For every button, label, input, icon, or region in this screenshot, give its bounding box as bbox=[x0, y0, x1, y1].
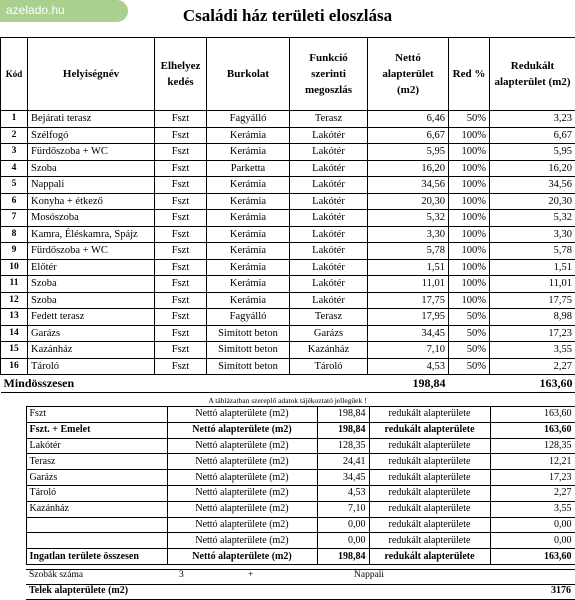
summary-net-value: 128,35 bbox=[317, 438, 369, 454]
room-name: Szoba bbox=[28, 160, 155, 177]
summary-label bbox=[26, 517, 167, 533]
room-row bbox=[1, 276, 575, 293]
room-net-area: 7,10 bbox=[368, 342, 449, 359]
summary-spacer bbox=[0, 407, 26, 423]
room-function: Lakótér bbox=[290, 243, 368, 260]
rooms-count-row bbox=[26, 569, 575, 583]
summary-label: Fszt bbox=[26, 407, 167, 423]
summary-reduced-value: 163,60 bbox=[490, 549, 575, 565]
room-floor: Kerámia bbox=[207, 276, 290, 293]
room-red-percent: 100% bbox=[449, 210, 490, 227]
summary-net-label: Nettó alapterülete (m2) bbox=[167, 470, 317, 486]
room-location: Fszt bbox=[155, 160, 207, 177]
total-spacer bbox=[449, 375, 490, 393]
room-location: Fszt bbox=[155, 243, 207, 260]
room-net-area: 3,30 bbox=[368, 226, 449, 243]
room-name: Bejárati terasz bbox=[28, 111, 155, 128]
room-reduced-area: 8,98 bbox=[490, 309, 575, 326]
room-red-percent: 100% bbox=[449, 160, 490, 177]
summary-net-label: Nettó alapterülete (m2) bbox=[167, 438, 317, 454]
room-name: Szoba bbox=[28, 276, 155, 293]
summary-reduced-value: 0,00 bbox=[490, 533, 575, 549]
room-net-area: 5,78 bbox=[368, 243, 449, 260]
room-net-area: 5,95 bbox=[368, 144, 449, 161]
summary-label: Garázs bbox=[26, 470, 167, 486]
room-floor: Fagyálló bbox=[207, 111, 290, 128]
room-row bbox=[1, 111, 575, 128]
summary-reduced-label: redukált alapterülete bbox=[369, 517, 490, 533]
room-code: 10 bbox=[1, 259, 28, 276]
room-floor: Kerámia bbox=[207, 177, 290, 194]
room-floor: Kerámia bbox=[207, 144, 290, 161]
room-code: 7 bbox=[1, 210, 28, 227]
room-location: Fszt bbox=[155, 210, 207, 227]
room-net-area: 11,01 bbox=[368, 276, 449, 293]
room-floor: Kerámia bbox=[207, 127, 290, 144]
room-row bbox=[1, 177, 575, 194]
room-name: Fedett terasz bbox=[28, 309, 155, 326]
summary-net-value: 198,84 bbox=[317, 407, 369, 423]
summary-reduced-label: redukált alapterülete bbox=[369, 470, 490, 486]
room-name: Kazánház bbox=[28, 342, 155, 359]
room-code: 12 bbox=[1, 292, 28, 309]
room-row bbox=[1, 160, 575, 177]
summary-spacer bbox=[0, 454, 26, 470]
room-red-percent: 100% bbox=[449, 226, 490, 243]
room-reduced-area: 17,75 bbox=[490, 292, 575, 309]
room-location: Fszt bbox=[155, 309, 207, 326]
room-name: Konyha + étkező bbox=[28, 193, 155, 210]
summary-net-value: 198,84 bbox=[317, 549, 369, 565]
room-code: 3 bbox=[1, 144, 28, 161]
room-name: Szélfogó bbox=[28, 127, 155, 144]
room-location: Fszt bbox=[155, 259, 207, 276]
summary-row bbox=[0, 485, 575, 501]
room-reduced-area: 5,78 bbox=[490, 243, 575, 260]
summary-reduced-label: redukált alapterülete bbox=[369, 454, 490, 470]
room-code: 15 bbox=[1, 342, 28, 359]
room-location: Fszt bbox=[155, 342, 207, 359]
room-floor: Simított beton bbox=[207, 325, 290, 342]
room-red-percent: 100% bbox=[449, 144, 490, 161]
room-floor: Simított beton bbox=[207, 342, 290, 359]
room-code: 13 bbox=[1, 309, 28, 326]
summary-reduced-value: 17,23 bbox=[490, 470, 575, 486]
room-net-area: 34,45 bbox=[368, 325, 449, 342]
summary-spacer bbox=[0, 470, 26, 486]
summary-net-label: Nettó alapterülete (m2) bbox=[167, 501, 317, 517]
summary-reduced-value: 12,21 bbox=[490, 454, 575, 470]
room-floor: Kerámia bbox=[207, 292, 290, 309]
room-row bbox=[1, 292, 575, 309]
room-red-percent: 100% bbox=[449, 243, 490, 260]
room-function: Lakótér bbox=[290, 259, 368, 276]
summary-net-value: 24,41 bbox=[317, 454, 369, 470]
room-location: Fszt bbox=[155, 325, 207, 342]
summary-label: Lakótér bbox=[26, 438, 167, 454]
room-row bbox=[1, 358, 575, 375]
room-code: 8 bbox=[1, 226, 28, 243]
disclaimer-note: A táblázatban szereplő adatok tájékoztató jellegűek ! bbox=[208, 396, 367, 405]
room-row bbox=[1, 210, 575, 227]
room-net-area: 6,67 bbox=[368, 127, 449, 144]
total-reduced: 163,60 bbox=[490, 375, 575, 393]
room-floor: Simított beton bbox=[207, 358, 290, 375]
summary-net-label: Nettó alapterülete (m2) bbox=[167, 549, 317, 565]
room-location: Fszt bbox=[155, 292, 207, 309]
room-net-area: 17,75 bbox=[368, 292, 449, 309]
summary-net-value: 34,45 bbox=[317, 470, 369, 486]
summary-label: Kazánház bbox=[26, 501, 167, 517]
room-name: Fürdőszoba + WC bbox=[28, 144, 155, 161]
room-location: Fszt bbox=[155, 111, 207, 128]
room-location: Fszt bbox=[155, 358, 207, 375]
total-net: 198,84 bbox=[368, 375, 449, 393]
room-reduced-area: 3,55 bbox=[490, 342, 575, 359]
summary-label: Fszt. + Emelet bbox=[26, 422, 167, 438]
room-reduced-area: 5,95 bbox=[490, 144, 575, 161]
plot-area-label: Telek alapterülete (m2) bbox=[29, 585, 129, 596]
room-reduced-area: 3,23 bbox=[490, 111, 575, 128]
room-row bbox=[1, 127, 575, 144]
rooms-count-extra: Nappali bbox=[354, 570, 385, 580]
room-function: Tároló bbox=[290, 358, 368, 375]
summary-label: Ingatlan területe összesen bbox=[26, 549, 167, 565]
room-reduced-area: 3,30 bbox=[490, 226, 575, 243]
room-reduced-area: 1,51 bbox=[490, 259, 575, 276]
room-function: Garázs bbox=[290, 325, 368, 342]
summary-net-value: 0,00 bbox=[317, 517, 369, 533]
summary-row bbox=[0, 549, 575, 565]
room-code: 5 bbox=[1, 177, 28, 194]
summary-reduced-label: redukált alapterülete bbox=[369, 438, 490, 454]
summary-label: Tároló bbox=[26, 485, 167, 501]
room-floor: Fagyálló bbox=[207, 309, 290, 326]
room-location: Fszt bbox=[155, 127, 207, 144]
summary-label bbox=[26, 533, 167, 549]
room-reduced-area: 6,67 bbox=[490, 127, 575, 144]
room-function: Lakótér bbox=[290, 177, 368, 194]
room-row bbox=[1, 193, 575, 210]
room-row bbox=[1, 226, 575, 243]
room-function: Terasz bbox=[290, 111, 368, 128]
summary-net-value: 0,00 bbox=[317, 533, 369, 549]
summary-row bbox=[0, 517, 575, 533]
total-row bbox=[1, 375, 575, 393]
room-code: 14 bbox=[1, 325, 28, 342]
room-net-area: 20,30 bbox=[368, 193, 449, 210]
room-name: Szoba bbox=[28, 292, 155, 309]
room-row bbox=[1, 342, 575, 359]
rooms-count-plus: + bbox=[248, 570, 254, 580]
room-reduced-area: 11,01 bbox=[490, 276, 575, 293]
room-row bbox=[1, 309, 575, 326]
room-table bbox=[0, 37, 575, 393]
summary-spacer bbox=[0, 517, 26, 533]
summary-row bbox=[0, 454, 575, 470]
room-location: Fszt bbox=[155, 177, 207, 194]
room-row bbox=[1, 243, 575, 260]
room-floor: Kerámia bbox=[207, 259, 290, 276]
summary-reduced-label: redukált alapterülete bbox=[369, 485, 490, 501]
header-reduced-area: Redukált alapterület (m2) bbox=[490, 38, 575, 111]
room-net-area: 5,32 bbox=[368, 210, 449, 227]
summary-spacer bbox=[0, 533, 26, 549]
page-title: Családi ház területi eloszlása bbox=[182, 6, 393, 25]
summary-reduced-value: 128,35 bbox=[490, 438, 575, 454]
room-function: Lakótér bbox=[290, 276, 368, 293]
room-name: Kamra, Éléskamra, Spájz bbox=[28, 226, 155, 243]
summary-net-label: Nettó alapterülete (m2) bbox=[167, 517, 317, 533]
room-reduced-area: 17,23 bbox=[490, 325, 575, 342]
room-function: Lakótér bbox=[290, 210, 368, 227]
room-name: Nappali bbox=[28, 177, 155, 194]
plot-area-row bbox=[26, 584, 575, 600]
summary-reduced-value: 2,27 bbox=[490, 485, 575, 501]
summary-net-value: 7,10 bbox=[317, 501, 369, 517]
room-name: Előtér bbox=[28, 259, 155, 276]
room-code: 9 bbox=[1, 243, 28, 260]
room-code: 1 bbox=[1, 111, 28, 128]
room-reduced-area: 5,32 bbox=[490, 210, 575, 227]
summary-spacer bbox=[0, 422, 26, 438]
room-location: Fszt bbox=[155, 226, 207, 243]
room-code: 2 bbox=[1, 127, 28, 144]
header-red-percent: Red % bbox=[449, 38, 490, 111]
summary-spacer bbox=[0, 485, 26, 501]
plot-area-value: 3176 bbox=[551, 585, 571, 596]
summary-row bbox=[0, 501, 575, 517]
room-code: 6 bbox=[1, 193, 28, 210]
room-location: Fszt bbox=[155, 144, 207, 161]
summary-row bbox=[0, 407, 575, 423]
summary-reduced-value: 163,60 bbox=[490, 407, 575, 423]
room-floor: Parketta bbox=[207, 160, 290, 177]
summary-spacer bbox=[0, 549, 26, 565]
site-badge-text: azelado.hu bbox=[6, 3, 65, 17]
summary-spacer bbox=[0, 501, 26, 517]
room-reduced-area: 2,27 bbox=[490, 358, 575, 375]
summary-net-label: Nettó alapterülete (m2) bbox=[167, 422, 317, 438]
total-label: Mindösszesen bbox=[1, 375, 368, 393]
header-function: Funkció szerinti megoszlás bbox=[290, 38, 368, 111]
summary-table-body bbox=[0, 407, 575, 565]
summary-row bbox=[0, 533, 575, 549]
room-code: 16 bbox=[1, 358, 28, 375]
room-name: Tároló bbox=[28, 358, 155, 375]
room-function: Lakótér bbox=[290, 144, 368, 161]
header-room: Helyiségnév bbox=[28, 38, 155, 111]
room-red-percent: 50% bbox=[449, 358, 490, 375]
summary-reduced-value: 3,55 bbox=[490, 501, 575, 517]
summary-row bbox=[0, 438, 575, 454]
summary-reduced-label: redukált alapterülete bbox=[369, 533, 490, 549]
summary-reduced-value: 163,60 bbox=[490, 422, 575, 438]
summary-reduced-label: redukált alapterülete bbox=[369, 407, 490, 423]
room-red-percent: 50% bbox=[449, 111, 490, 128]
room-net-area: 4,53 bbox=[368, 358, 449, 375]
summary-reduced-value: 0,00 bbox=[490, 517, 575, 533]
room-net-area: 1,51 bbox=[368, 259, 449, 276]
room-net-area: 16,20 bbox=[368, 160, 449, 177]
room-red-percent: 100% bbox=[449, 276, 490, 293]
room-location: Fszt bbox=[155, 276, 207, 293]
summary-table bbox=[0, 406, 575, 565]
room-net-area: 6,46 bbox=[368, 111, 449, 128]
room-reduced-area: 34,56 bbox=[490, 177, 575, 194]
summary-net-label: Nettó alapterülete (m2) bbox=[167, 485, 317, 501]
room-net-area: 17,95 bbox=[368, 309, 449, 326]
header-net-area: Nettó alapterület (m2) bbox=[368, 38, 449, 111]
room-function: Lakótér bbox=[290, 292, 368, 309]
room-net-area: 34,56 bbox=[368, 177, 449, 194]
summary-net-value: 4,53 bbox=[317, 485, 369, 501]
room-function: Kazánház bbox=[290, 342, 368, 359]
room-function: Lakótér bbox=[290, 160, 368, 177]
rooms-count-label: Szobák száma bbox=[29, 570, 84, 580]
room-floor: Kerámia bbox=[207, 210, 290, 227]
room-location: Fszt bbox=[155, 193, 207, 210]
room-reduced-area: 20,30 bbox=[490, 193, 575, 210]
room-function: Terasz bbox=[290, 309, 368, 326]
summary-reduced-label: redukált alapterülete bbox=[369, 422, 490, 438]
room-floor: Kerámia bbox=[207, 226, 290, 243]
header-floor: Burkolat bbox=[207, 38, 290, 111]
room-name: Fürdőszoba + WC bbox=[28, 243, 155, 260]
room-row bbox=[1, 259, 575, 276]
room-floor: Kerámia bbox=[207, 193, 290, 210]
room-name: Mosószoba bbox=[28, 210, 155, 227]
room-red-percent: 50% bbox=[449, 325, 490, 342]
room-function: Lakótér bbox=[290, 193, 368, 210]
room-table-body bbox=[1, 111, 575, 375]
room-function: Lakótér bbox=[290, 127, 368, 144]
room-function: Lakótér bbox=[290, 226, 368, 243]
summary-net-label: Nettó alapterülete (m2) bbox=[167, 533, 317, 549]
summary-reduced-label: redukált alapterülete bbox=[369, 501, 490, 517]
summary-row bbox=[0, 470, 575, 486]
room-red-percent: 100% bbox=[449, 127, 490, 144]
summary-row bbox=[0, 422, 575, 438]
room-reduced-area: 16,20 bbox=[490, 160, 575, 177]
room-name: Garázs bbox=[28, 325, 155, 342]
room-red-percent: 50% bbox=[449, 309, 490, 326]
summary-reduced-label: redukált alapterülete bbox=[369, 549, 490, 565]
header-code: Kód bbox=[1, 38, 28, 111]
room-floor: Kerámia bbox=[207, 243, 290, 260]
room-row bbox=[1, 144, 575, 161]
summary-spacer bbox=[0, 438, 26, 454]
room-code: 11 bbox=[1, 276, 28, 293]
summary-net-value: 198,84 bbox=[317, 422, 369, 438]
header-location: Elhelyez kedés bbox=[155, 38, 207, 111]
room-red-percent: 100% bbox=[449, 193, 490, 210]
summary-net-label: Nettó alapterülete (m2) bbox=[167, 407, 317, 423]
room-red-percent: 50% bbox=[449, 342, 490, 359]
summary-net-label: Nettó alapterülete (m2) bbox=[167, 454, 317, 470]
summary-label: Terasz bbox=[26, 454, 167, 470]
room-code: 4 bbox=[1, 160, 28, 177]
room-red-percent: 100% bbox=[449, 292, 490, 309]
room-red-percent: 100% bbox=[449, 177, 490, 194]
rooms-count-value: 3 bbox=[179, 570, 184, 580]
room-red-percent: 100% bbox=[449, 259, 490, 276]
room-row bbox=[1, 325, 575, 342]
